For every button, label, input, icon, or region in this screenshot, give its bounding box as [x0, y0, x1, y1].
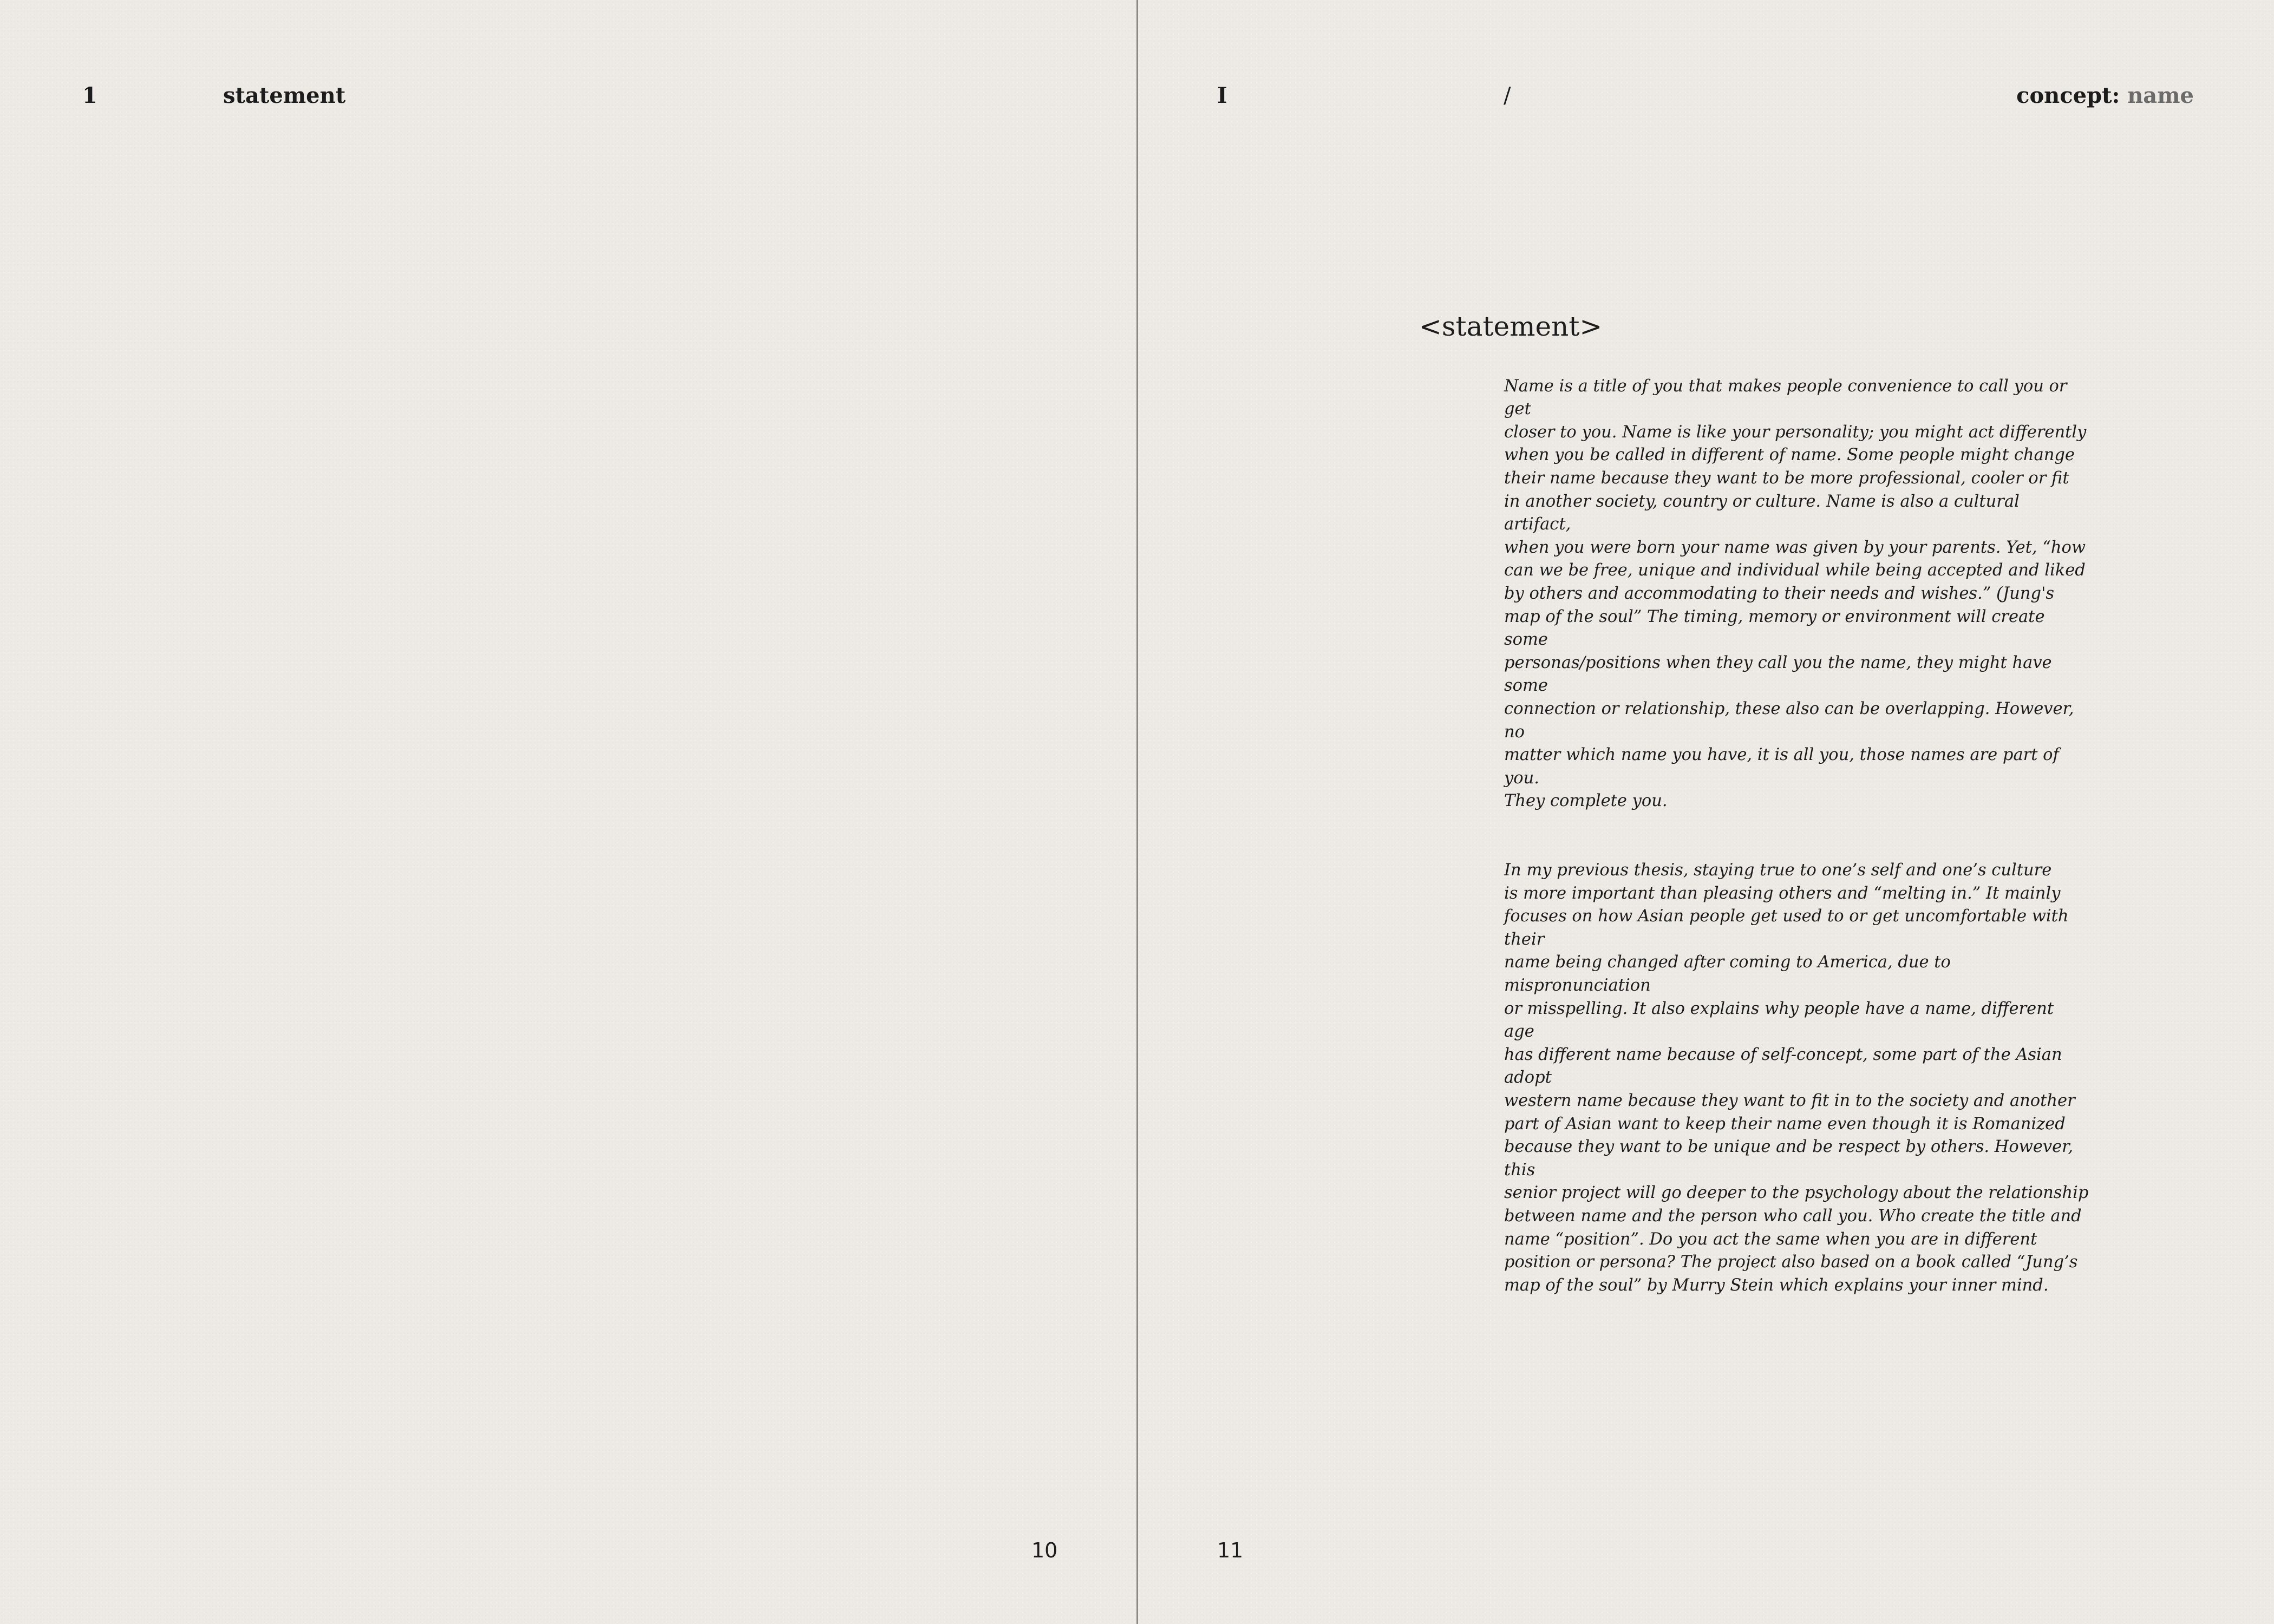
page-number-right: 11 [1217, 1538, 1244, 1562]
statement-paragraph-2: In my previous thesis, staying true to one’s self and one’s culture is more important than pleasing others and “melting in.” It mainly focuses on how Asian people get used to or get uncomfortable with their name being changed after coming to America, due to mispronunciation or misspelling. It also explains why people have a name, different age has different name because of self-concept, some part of the Asian adopt western name because they want to fit in to the society and another part of Asian want to keep their name even though it is Romanized because they want to be unique and be respect by others. However, this senior project will go deeper to the psychology about the relationship between name and the person who call you. Who create the title and name “position”. Do you act the same when you are in different position or persona? The project also based on a book called “Jung’s map of the soul” by Murry Stein which explains your inner mind. [1504, 861, 2089, 1295]
concept-label: concept: [2016, 83, 2120, 108]
chapter-numeral: I [1217, 83, 1227, 108]
statement-heading: <statement> [1419, 311, 1603, 342]
section-title: statement [223, 83, 346, 108]
concept-header [2016, 82, 2194, 109]
concept-value: name [2127, 83, 2194, 108]
right-page [1137, 0, 2274, 1624]
statement-paragraph-1: Name is a title of you that makes people convenience to call you or get closer to you. Name is like your personality; you might act differently when you be called in different of name. Some people might change their name because they want to be more professional, cooler or fit in another society, country or culture. Name is also a cultural artifact, when you were born your name was given by your parents. Yet, “how can we be free, unique and individual while being accepted and liked by others and accommodating to their needs and wishes.” (Jung's map of the soul” The timing, memory or environment will create some personas/positions when they call you the name, they might have some connection or relationship, these also can be overlapping. However, no matter which name you have, it is all you, those names are part of you. They complete you. [1504, 376, 2087, 811]
chapter-number: 1 [82, 83, 97, 108]
statement-body [1504, 352, 2089, 1344]
header-separator: / [1504, 83, 1511, 108]
page-number-left: 10 [1031, 1538, 1058, 1562]
